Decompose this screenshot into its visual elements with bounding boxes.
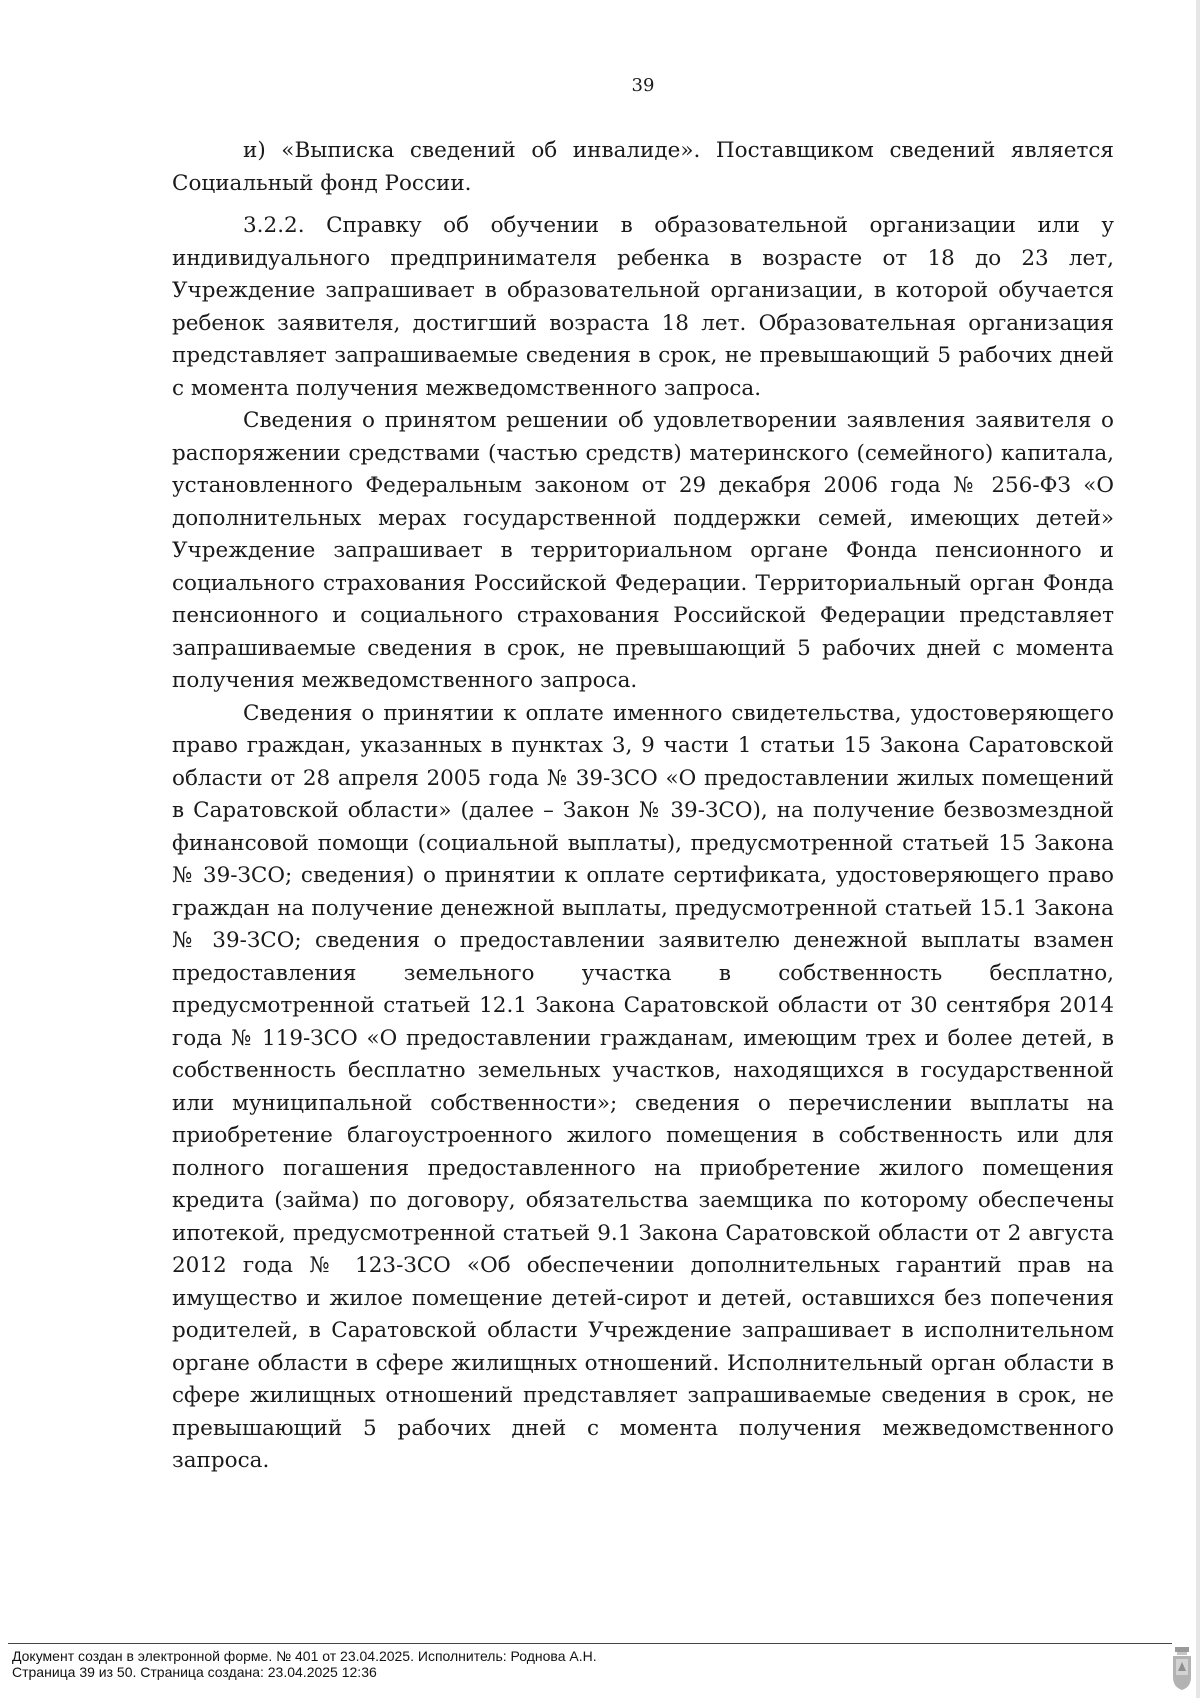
footer-page-info: Страница 39 из 50. Страница создана: 23.04.2025 12:36 — [12, 1664, 377, 1680]
document-body — [172, 135, 1114, 1478]
footer-divider — [8, 1643, 1172, 1644]
document-footer — [12, 1648, 1152, 1680]
page-number: 39 — [631, 75, 655, 96]
footer-document-info: Документ создан в электронной форме. № 401 от 23.04.2025. Исполнитель: Роднова А.Н. — [12, 1648, 597, 1664]
paragraph-housing-certificate: Сведения о принятии к оплате именного свидетельства, удостоверяющего право граждан, указанных в пунктах 3, 9 части 1 статьи 15 Закона Саратовской области от 28 апреля 2005 года № 39-ЗСО «О предоставлении жилых помещений в Саратовской области» (далее – Закон № 39-ЗСО), на получение безвозмездной финансовой помощи (социальной выплаты), предусмотренной статьей 15 Закона № 39-ЗСО; сведения) о принятии к оплате сертификата, удостоверяющего право граждан на получение денежной выплаты, предусмотренной статьей 15.1 Закона № 39-ЗСО; сведения о предоставлении заявителю денежной выплаты взамен предоставления земельного участка в собственность бесплатно, предусмотренной статьей 12.1 Закона Саратовской области от 30 сентября 2014 года № 119-ЗСО «О предоставлении гражданам, имеющим трех и более детей, в собственность бесплатно земельных участков, находящихся в государственной или муниципальной собственности»; сведения о перечислении выплаты на приобретение благоустроенного жилого помещения в собственность или для полного погашения предоставленного на приобретение жилого помещения кредита (займа) по договору, обязательства заемщика по которому обеспечены ипотекой, предусмотренной статьей 9.1 Закона Саратовской области от 2 августа 2012 года № 123-ЗСО «Об обеспечении дополнительных гарантий прав на имущество и жилое помещение детей-сирот и детей, оставшихся без попечения родителей, в Саратовской области Учреждение запрашивает в исполнительном органе области в сфере жилищных отношений. Исполнительный орган области в сфере жилищных отношений представляет запрашиваемые сведения в срок, не превышающий 5 рабочих дней с момента получения межведомственного запроса. — [172, 700, 1114, 1473]
paragraph-item-i: и) «Выписка сведений об инвалиде». Поставщиком сведений является Социальный фонд России. — [172, 138, 1114, 196]
paragraph-maternity-capital: Сведения о принятом решении об удовлетворении заявления заявителя о распоряжении средствами (частью средств) материнского (семейного) капитала, установленного Федеральным законом от 29 декабря 2006 года № 256-ФЗ «О дополнительных мерах государственной поддержки семей, имеющих детей» Учреждение запрашивает в территориальном органе Фонда пенсионного и социального страхования Российской Федерации. Территориальный орган Фонда пенсионного и социального страхования Российской Федерации представляет запрашиваемые сведения в срок, не превышающий 5 рабочих дней с момента получения межведомственного запроса. — [172, 408, 1114, 693]
page-edge — [1196, 0, 1200, 1698]
paragraph-3-2-2: 3.2.2. Справку об обучении в образовательной организации или у индивидуального предпринимателя ребенка в возрасте от 18 до 23 лет, Учреждение запрашивает в образовательной организации, в которой обучается ребенок заявителя, достигший возраста 18 лет. Образовательная организация представляет запрашиваемые сведения в срок, не превышающий 5 рабочих дней с момента получения межведомственного запроса. — [172, 213, 1114, 401]
crest-icon — [1171, 1647, 1193, 1691]
